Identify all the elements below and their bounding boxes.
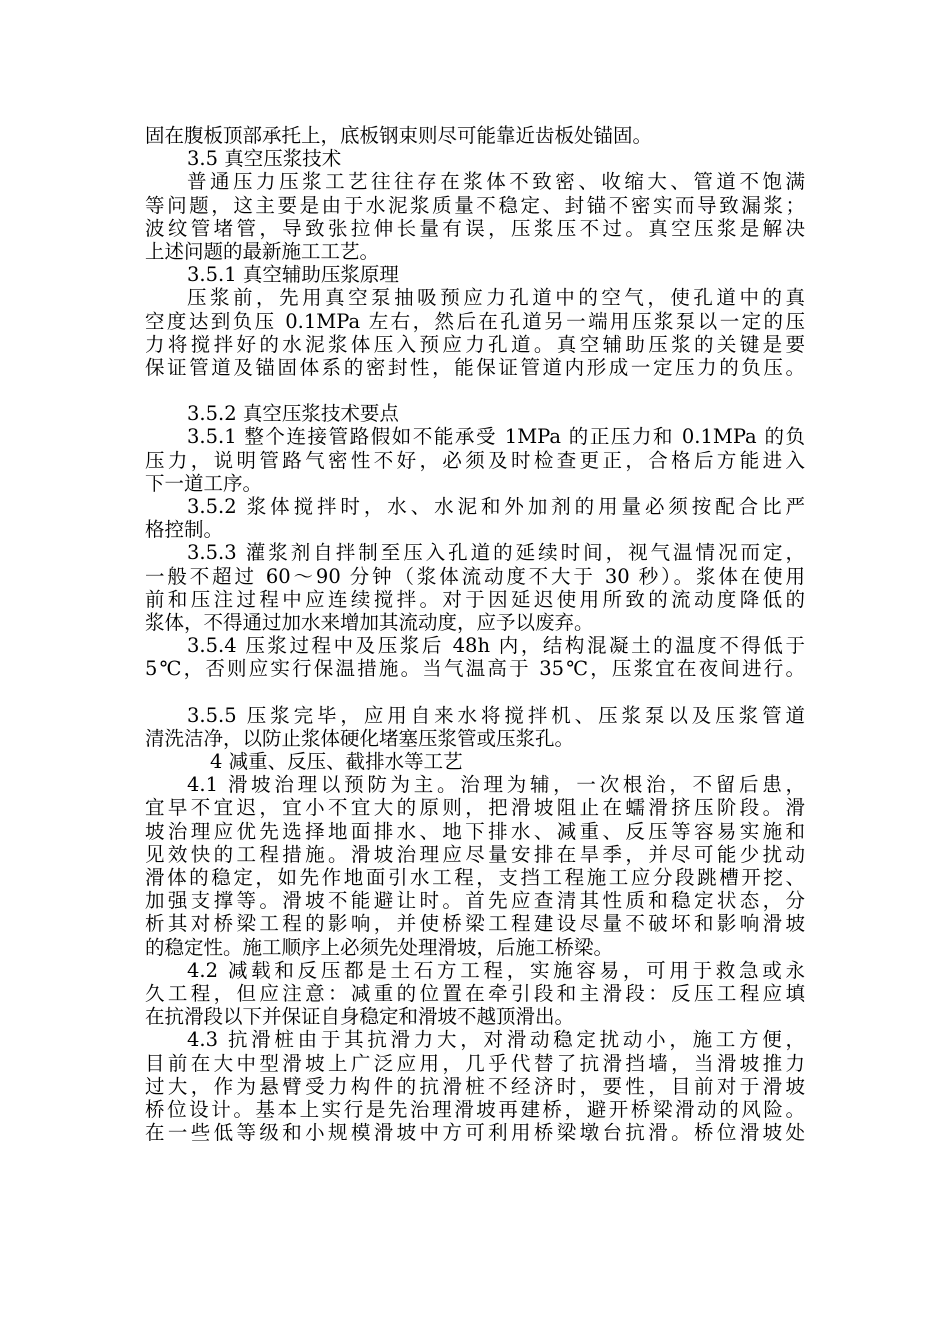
text-line: 的稳定性。施工顺序上必须先处理滑坡，后施工桥梁。 (145, 935, 614, 959)
text-line: 3.5.5 压浆完毕，应用自来水将搅拌机、压浆泵以及压浆管道 (187, 703, 805, 727)
text-line: 保证管道及锚固体系的密封性，能保证管道内形成一定压力的负压。 (145, 355, 805, 379)
text-line: 见效快的工程措施。滑坡治理应尽量安排在旱季，并尽可能少扰动 (145, 842, 805, 866)
text-line: 压力，说明管路气密性不好，必须及时检查更正，合格后方能进入 (145, 448, 805, 472)
text-line: 宜早不宜迟，宜小不宜大的原则，把滑坡阻止在蠕滑挤压阶段。滑 (145, 796, 805, 820)
text-line: 3.5.3 灌浆剂自拌制至压入孔道的延续时间，视气温情况而定， (187, 541, 805, 565)
text-line: 3.5.1 真空辅助压浆原理 (187, 263, 399, 287)
text-line: 过大，作为悬臂受力构件的抗滑桩不经济时，要性，目前对于滑坡 (145, 1074, 805, 1098)
text-line: 3.5.2 真空压浆技术要点 (187, 402, 399, 426)
text-line: 4 减重、反压、截排水等工艺 (210, 750, 463, 774)
text-line: 滑体的稳定，如先作地面引水工程，支挡工程施工应分段跳槽开挖、 (145, 866, 805, 889)
text-line: 3.5 真空压浆技术 (187, 147, 342, 171)
text-line: 波纹管堵管，导致张拉伸长量有误，压浆压不过。真空压浆是解决 (145, 216, 805, 240)
text-line: 压浆前，先用真空泵抽吸预应力孔道中的空气，使孔道中的真 (187, 286, 805, 310)
text-line: 一般不超过 60～90 分钟（浆体流动度不大于 30 秒）。浆体在使用 (145, 564, 805, 588)
text-line: 桥位设计。基本上实行是先治理滑坡再建桥，避开桥梁滑动的风险。 (145, 1097, 805, 1121)
body-text (145, 124, 805, 1144)
text-line: 加强支撑等。滑坡不能避让时。首先应查清其性质和稳定状态，分 (145, 889, 805, 913)
text-line: 普通压力压浆工艺往往存在浆体不致密、收缩大、管道不饱满 (187, 170, 805, 194)
text-line: 4.2 减载和反压都是土石方工程，实施容易，可用于救急或永 (187, 958, 805, 982)
text-line: 3.5.4 压浆过程中及压浆后 48h 内，结构混凝土的温度不得低于 (187, 634, 805, 658)
text-line: 5℃，否则应实行保温措施。当气温高于 35℃，压浆宜在夜间进行。 (145, 657, 805, 681)
text-line: 前和压注过程中应连续搅拌。对于因延迟使用所致的流动度降低的 (145, 587, 805, 611)
text-line: 久工程，但应注意：减重的位置在牵引段和主滑段：反压工程应填 (145, 981, 805, 1005)
text-line: 在抗滑段以下并保证自身稳定和滑坡不越顶滑出。 (145, 1005, 575, 1029)
text-line: 清洗洁净，以防止浆体硬化堵塞压浆管或压浆孔。 (145, 726, 575, 750)
text-line: 等问题，这主要是由于水泥浆质量不稳定、封锚不密实而导致漏浆； (145, 193, 805, 217)
text-line: 格控制。 (145, 518, 224, 542)
blank-line (145, 681, 805, 704)
text-line: 力将搅拌好的水泥浆体压入预应力孔道。真空辅助压浆的关键是要 (145, 332, 805, 356)
text-line: 析其对桥梁工程的影响，并使桥梁工程建设尽量不破坏和影响滑坡 (145, 912, 805, 936)
text-line: 目前在大中型滑坡上广泛应用，几乎代替了抗滑挡墙，当滑坡推力 (145, 1051, 805, 1075)
text-line: 固在腹板顶部承托上，底板钢束则尽可能靠近齿板处锚固。 (145, 124, 653, 147)
text-line: 上述问题的最新施工工艺。 (145, 239, 380, 263)
text-line: 空度达到负压 0.1MPa 左右，然后在孔道另一端用压浆泵以一定的压 (145, 309, 805, 333)
text-line: 在一些低等级和小规模滑坡中方可利用桥梁墩台抗滑。桥位滑坡处 (145, 1121, 805, 1145)
text-line: 4.3 抗滑桩由于其抗滑力大，对滑动稳定扰动小，施工方便， (187, 1028, 805, 1052)
blank-line (145, 379, 805, 402)
text-line: 3.5.1 整个连接管路假如不能承受 1MPa 的正压力和 0.1MPa 的负 (187, 425, 805, 449)
text-line: 下一道工序。 (145, 471, 263, 495)
text-line: 3.5.2 浆体搅拌时，水、水泥和外加剂的用量必须按配合比严 (187, 495, 805, 518)
text-line: 4.1 滑坡治理以预防为主。治理为辅，一次根治，不留后患， (187, 773, 805, 797)
text-line: 浆体，不得通过加水来增加其流动度，应予以废弃。 (145, 610, 594, 634)
text-line: 坡治理应优先选择地面排水、地下排水、减重、反压等容易实施和 (145, 819, 805, 843)
